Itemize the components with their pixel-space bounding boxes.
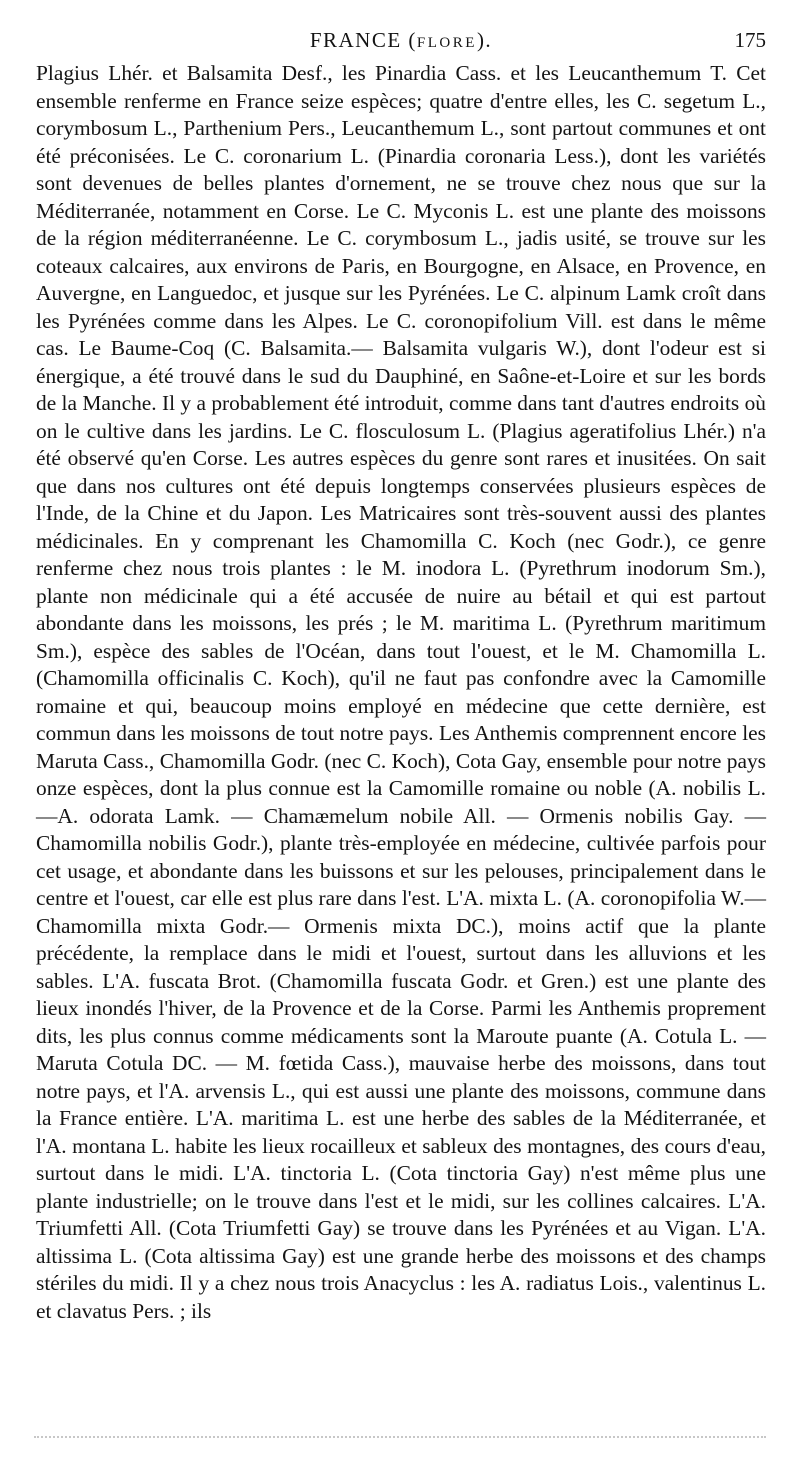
running-head bbox=[36, 28, 766, 62]
body-paragraph: Plagius Lhér. et Balsamita Desf., les Pinardia Cass. et les Leucanthemum T. Cet ensemble renferme en France seize espèces; quatre d'entre elles, les C. segetum L., corymbosum L., Parthenium Pers., Leucanthemum L., sont partout communes et ont été préconisées. Le C. coronarium L. (Pinardia coronaria Less.), dont les variétés sont devenues de belles plantes d'ornement, ne se trouve chez nous que sur la Méditerranée, notamment en Corse. Le C. Myconis L. est une plante des moissons de la région méditerranéenne. Le C. corymbosum L., jadis usité, se trouve sur les coteaux calcaires, aux environs de Paris, en Bourgogne, en Alsace, en Provence, en Auvergne, en Languedoc, et jusque sur les Pyrénées. Le C. alpinum Lamk croît dans les Pyrénées comme dans les Alpes. Le C. coronopifolium Vill. est dans le même cas. Le Baume-Coq (C. Balsamita.— Balsamita vulgaris W.), dont l'odeur est si énergique, a été trouvé dans le sud du Dauphiné, en Saône-et-Loire et sur les bords de la Manche. Il y a probablement été introduit, comme dans tant d'autres endroits où on le cultive dans les jardins. Le C. flosculosum L. (Plagius ageratifolius Lhér.) n'a été observé qu'en Corse. Les autres espèces du genre sont rares et inusitées. On sait que dans nos cultures ont été depuis longtemps conservées plusieurs espèces de l'Inde, de la Chine et du Japon. Les Matricaires sont très-souvent aussi des plantes médicinales. En y comprenant les Chamomilla C. Koch (nec Godr.), ce genre renferme chez nous trois plantes : le M. inodora L. (Pyrethrum inodorum Sm.), plante non médicinale qui a été accusée de nuire au bétail et qui est partout abondante dans les moissons, les prés ; le M. maritima L. (Pyrethrum maritimum Sm.), espèce des sables de l'Océan, dans tout l'ouest, et le M. Chamomilla L. (Chamomilla officinalis C. Koch), qu'il ne faut pas confondre avec la Camomille romaine et qui, beaucoup moins employé en médecine que cette dernière, est commun dans les moissons de tout notre pays. Les Anthemis comprennent encore les Maruta Cass., Chamomilla Godr. (nec C. Koch), Cota Gay, ensemble pour notre pays onze espèces, dont la plus connue est la Camomille romaine ou noble (A. nobilis L. —A. odorata Lamk. — Chamæmelum nobile All. — Ormenis nobilis Gay. — Chamomilla nobilis Godr.), plante très-employée en médecine, cultivée parfois pour cet usage, et abondante dans les buissons et sur les pelouses, principalement dans le centre et l'ouest, car elle est plus rare dans l'est. L'A. mixta L. (A. coronopifolia W.— Chamomilla mixta Godr.— Ormenis mixta DC.), moins actif que la plante précédente, la remplace dans le midi et l'ouest, surtout dans les alluvions et les sables. L'A. fuscata Brot. (Chamomilla fuscata Godr. et Gren.) est une plante des lieux inondés l'hiver, de la Provence et de la Corse. Parmi les Anthemis proprement dits, les plus connus comme médicaments sont la Maroute puante (A. Cotula L. — Maruta Cotula DC. — M. fœtida Cass.), mauvaise herbe des moissons, dans tout notre pays, et l'A. arvensis L., qui est aussi une plante des moissons, commune dans la France entière. L'A. maritima L. est une herbe des sables de la Méditerranée, et l'A. montana L. habite les lieux rocailleux et sableux des montagnes, des cours d'eau, surtout dans le midi. L'A. tinctoria L. (Cota tinctoria Gay) n'est même plus une plante industrielle; on le trouve dans l'est et le midi, sur les collines calcaires. L'A. Triumfetti All. (Cota Triumfetti Gay) se trouve dans les Pyrénées et au Vigan. L'A. altissima L. (Cota altissima Gay) est une grande herbe des moissons et des champs stériles du midi. Il y a chez nous trois Anacyclus : les A. radiatus Lois., valentinus L. et clavatus Pers. ; ils bbox=[36, 61, 766, 1323]
body-text bbox=[36, 60, 766, 1325]
running-head-title-end: ). bbox=[476, 28, 493, 52]
running-head-title-sub: FLORE bbox=[416, 35, 477, 51]
running-head-title-main: FRANCE ( bbox=[309, 28, 417, 52]
page-number: 175 bbox=[734, 28, 766, 52]
scan-noise-line bbox=[34, 1436, 766, 1444]
running-head-title bbox=[36, 28, 766, 53]
